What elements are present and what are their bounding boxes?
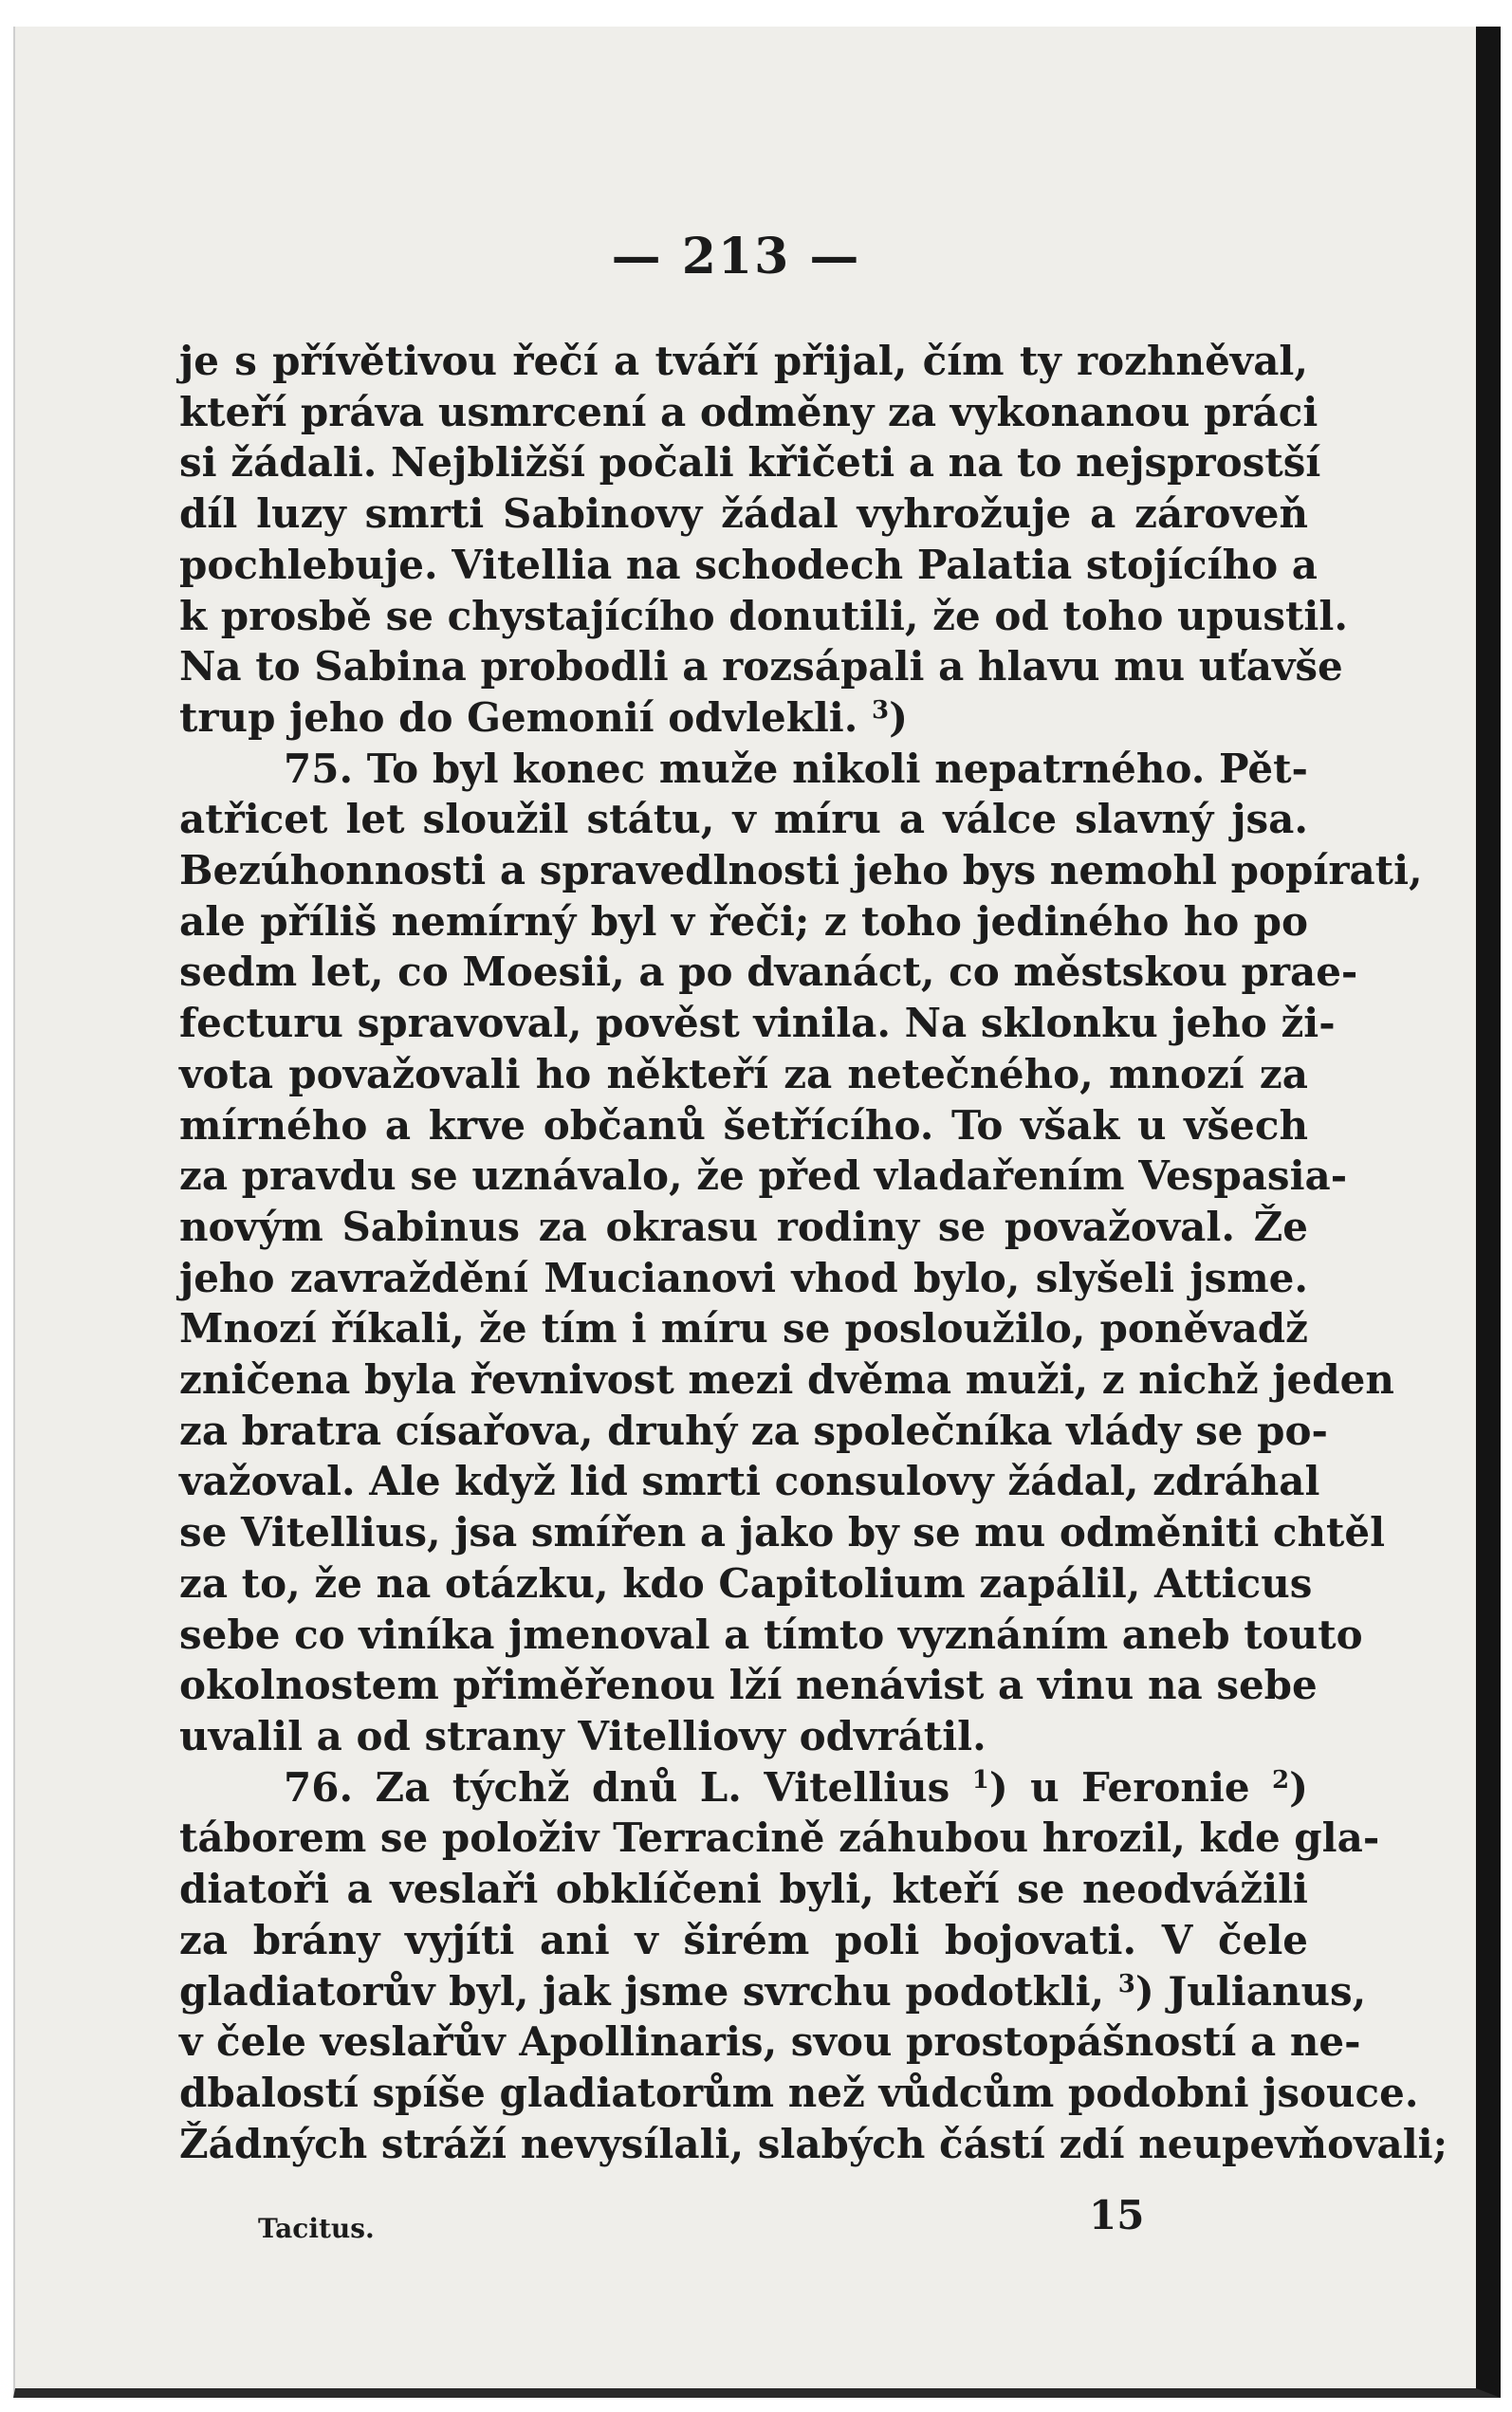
paragraph-75-line: Mnozí říkali, že tím i míru se posloužilo, poněvadž [179, 1305, 1308, 1353]
paragraph-76-line: za brány vyjíti ani v širém poli bojovati. V čele [179, 1916, 1308, 1963]
paragraph-76-line: dbalostí spíše gladiatorům než vůdcům podobni jsouce. [179, 2069, 1419, 2116]
text-fragment: ) [1289, 1763, 1309, 1811]
paragraph-75-line: ale příliš nemírný byl v řeči; z toho jediného ho po [179, 897, 1308, 945]
paragraph-75-line: zničena byla řevnivost mezi dvěma muži, z nichž jeden [179, 1356, 1394, 1404]
footnote-ref: 3 [871, 695, 890, 725]
paragraph-76-line [179, 1762, 1308, 1814]
sheet-number: 15 [1089, 2192, 1145, 2238]
footnote-ref: 1 [971, 1765, 989, 1795]
text-line: kteří práva usmrcení a odměny za vykonanou práci [179, 388, 1318, 435]
paragraph-75-line: se Vitellius, jsa smířen a jako by se mu odměniti chtěl [179, 1509, 1386, 1556]
paragraph-75-line: Bezúhonnosti a spravedlnosti jeho bys nemohl popírati, [179, 847, 1423, 894]
paragraph-76-line: táborem se položiv Terracině záhubou hrozil, kde gla- [179, 1814, 1380, 1862]
paragraph-75-line: 75. To byl konec muže nikoli nepatrného. Pět- [284, 745, 1308, 792]
text-line: Na to Sabina probodli a rozsápali a hlavu mu uťavše [179, 643, 1343, 690]
paragraph-76-line: v čele veslařův Apollinaris, svou prostopášností a ne- [179, 2018, 1361, 2066]
text-line: si žádali. Nejbližší počali křičeti a na to nejsprostší [179, 439, 1321, 487]
page-number: — 213 — [611, 228, 861, 285]
text-line: trup jeho do Gemonií odvlekli. $^3$) [179, 693, 908, 741]
page-footer [15, 2192, 1457, 2249]
paragraph-75-line: sebe co viníka jmenoval a tímto vyznáním aneb touto [179, 1611, 1363, 1658]
text-fragment: gladiatorův byl, jak jsme svrchu podotkli, [179, 1967, 1105, 2015]
text-line: díl luzy smrti Sabinovy žádal vyhrožuje a zároveň [179, 490, 1308, 538]
paragraph-76-line: Žádných stráží nevysílali, slabých částí zdí neupevňovali; [179, 2120, 1448, 2167]
printer-signature: Tacitus. [258, 2213, 375, 2244]
paragraph-76-line [179, 1966, 1367, 2017]
text-line: k prosbě se chystajícího donutili, že od toho upustil. [179, 592, 1348, 639]
footnote-ref: 2 [1272, 1765, 1290, 1795]
footnote-ref: 3 [1117, 1969, 1135, 1998]
paragraph-75-line: važoval. Ale když lid smrti consulovy žádal, zdráhal [179, 1458, 1320, 1505]
text-fragment: ) Julianus, [1134, 1967, 1367, 2015]
paragraph-75-line: za to, že na otázku, kdo Capitolium zapálil, Atticus [179, 1559, 1313, 1607]
paragraph-75-line: fecturu spravoval, pověst vinila. Na sklonku jeho ži- [179, 1000, 1336, 1047]
paragraph-76-line: diatoři a veslaři obklíčeni byli, kteří se neodvážili [179, 1866, 1308, 1913]
text-line: pochlebuje. Vitellia na schodech Palatia stojícího a [179, 541, 1318, 588]
paragraph-75-line: okolnostem přiměřenou lží nenávist a vinu na sebe [179, 1662, 1318, 1709]
body-text [179, 336, 1448, 2169]
text-fragment: ) u Feronie [988, 1763, 1250, 1811]
text-fragment: 76. Za týchž dnů L. Vitellius [284, 1763, 950, 1811]
paragraph-75-line: jeho zavraždění Mucianovi vhod bylo, slyšeli jsme. [179, 1254, 1308, 1301]
paragraph-75-line: uvalil a od strany Vitelliovy odvrátil. [179, 1712, 986, 1759]
paragraph-75-line: novým Sabinus za okrasu rodiny se považoval. Že [179, 1203, 1308, 1250]
paragraph-75-line: mírného a krve občanů šetřícího. To však u všech [179, 1101, 1308, 1149]
paragraph-75-line: za bratra císařova, druhý za společníka vlády se po- [179, 1407, 1328, 1454]
paragraph-75-line: vota považovali ho někteří za netečného, mnozí za [179, 1050, 1308, 1097]
text-line: je s přívětivou řečí a tváří přijal, čím ty rozhněval, [179, 338, 1308, 384]
text-fragment: trup jeho do Gemonií odvlekli. [179, 693, 858, 741]
paragraph-75-line: za pravdu se uznávalo, že před vladařením Vespasia- [179, 1152, 1348, 1200]
paragraph-75-line: atřicet let sloužil státu, v míru a válce slavný jsa. [179, 796, 1308, 843]
paragraph-75-line: sedm let, co Moesii, a po dvanáct, co městskou prae- [179, 948, 1358, 996]
scanned-page [13, 27, 1501, 2398]
